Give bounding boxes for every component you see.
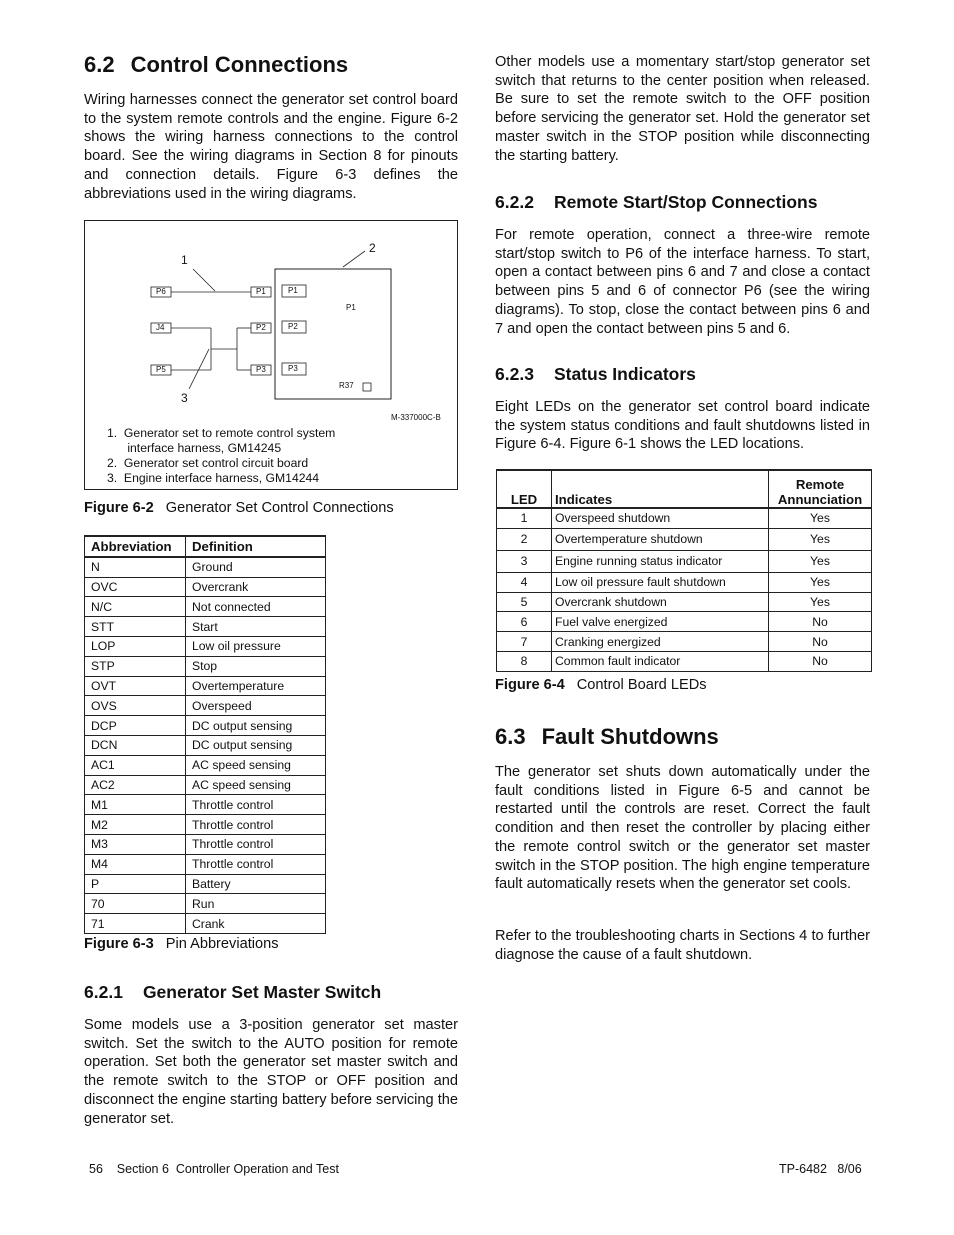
table-row bbox=[85, 755, 326, 775]
pin-abbreviations-table bbox=[84, 535, 326, 934]
section-6-2-3-heading bbox=[495, 364, 696, 385]
section-6-2-heading bbox=[84, 52, 348, 78]
led-number-cell: 1 bbox=[497, 508, 552, 528]
abbreviation-cell: AC2 bbox=[85, 775, 186, 795]
table-row bbox=[85, 676, 326, 696]
section-6-2-2-paragraph: For remote operation, connect a three-wire remote start/stop switch to P6 of the interface harness. To start, open a contact between pins 6 and 7 and close a contact between pins 5 and 6 of connector P6 (see the wiring diagrams). To stop, close the contact between pins 6 and 7 and open the contact between pins 5 and 6. bbox=[495, 227, 870, 337]
col-header-remote-annunciation bbox=[769, 470, 872, 508]
board-label: P1 bbox=[346, 303, 356, 312]
momentary-switch-paragraph: Other models use a momentary start/stop generator set switch that returns to the center position when released. Be sure to set the remote switch to the OFF position before servicing the generator set. Hold the generator set master switch in the STOP position while disconnecting the starting battery. bbox=[495, 54, 870, 164]
caption-label: Figure 6-2 bbox=[84, 500, 154, 516]
section-title: Control Connections bbox=[130, 52, 349, 77]
abbreviation-cell: M1 bbox=[85, 795, 186, 815]
remote-annunciation-cell: No bbox=[769, 651, 872, 671]
section-6-2-1-heading bbox=[84, 982, 381, 1003]
table-row bbox=[497, 508, 872, 528]
board-p1-label: P1 bbox=[288, 286, 298, 295]
plug-p6-label: P6 bbox=[156, 287, 166, 296]
caption-label: Figure 6-3 bbox=[84, 936, 154, 952]
callout-2-label: 2 bbox=[369, 241, 376, 255]
indicates-cell: Overcrank shutdown bbox=[552, 592, 769, 612]
indicates-cell: Overspeed shutdown bbox=[552, 508, 769, 528]
led-number-cell: 5 bbox=[497, 592, 552, 612]
col-header-led: LED bbox=[497, 470, 552, 508]
table-row bbox=[85, 617, 326, 637]
section-number: 6.3 bbox=[495, 724, 526, 749]
table-row bbox=[85, 636, 326, 656]
legend-line: interface harness, GM14245 bbox=[107, 441, 282, 455]
mate-p2-label: P2 bbox=[256, 323, 266, 332]
abbreviation-cell: OVC bbox=[85, 577, 186, 597]
abbreviation-cell: P bbox=[85, 874, 186, 894]
table-row bbox=[85, 577, 326, 597]
table-row bbox=[85, 735, 326, 755]
table-row bbox=[497, 528, 872, 550]
caption-text: Generator Set Control Connections bbox=[165, 500, 394, 516]
table-row bbox=[85, 914, 326, 934]
definition-cell: Low oil pressure bbox=[186, 636, 326, 656]
wiring-diagram-svg bbox=[85, 221, 457, 421]
definition-cell: Crank bbox=[186, 914, 326, 934]
table-row bbox=[85, 696, 326, 716]
table-row bbox=[85, 894, 326, 914]
indicates-cell: Engine running status indicator bbox=[552, 550, 769, 572]
table-row bbox=[497, 612, 872, 632]
remote-annunciation-cell: Yes bbox=[769, 572, 872, 592]
definition-cell: Battery bbox=[186, 874, 326, 894]
led-number-cell: 3 bbox=[497, 550, 552, 572]
section-number: 6.2.2 bbox=[495, 192, 534, 212]
definition-cell: Run bbox=[186, 894, 326, 914]
drawing-number: M-337000C-B bbox=[391, 413, 441, 422]
caption-text: Pin Abbreviations bbox=[165, 936, 279, 952]
table-row bbox=[85, 854, 326, 874]
definition-cell: Overspeed bbox=[186, 696, 326, 716]
table-row bbox=[497, 572, 872, 592]
definition-cell: Throttle control bbox=[186, 795, 326, 815]
definition-cell: Throttle control bbox=[186, 854, 326, 874]
figure-6-4-caption bbox=[495, 677, 707, 693]
abbreviation-cell: M2 bbox=[85, 815, 186, 835]
section-number: 6.2.1 bbox=[84, 982, 123, 1002]
callout-2-leader bbox=[343, 251, 365, 267]
abbreviation-cell: AC1 bbox=[85, 755, 186, 775]
abbreviation-cell: M4 bbox=[85, 854, 186, 874]
definition-cell: Not connected bbox=[186, 597, 326, 617]
definition-cell: Start bbox=[186, 617, 326, 637]
table-row bbox=[85, 795, 326, 815]
abbreviation-cell: OVS bbox=[85, 696, 186, 716]
callout-3-label: 3 bbox=[181, 391, 188, 405]
figure-6-2-diagram bbox=[84, 220, 458, 490]
callout-1-leader bbox=[193, 269, 215, 291]
definition-cell: AC speed sensing bbox=[186, 775, 326, 795]
abbreviation-cell: DCP bbox=[85, 716, 186, 736]
indicates-cell: Cranking energized bbox=[552, 632, 769, 652]
table-row bbox=[497, 632, 872, 652]
table-row bbox=[85, 597, 326, 617]
indicates-cell: Common fault indicator bbox=[552, 651, 769, 671]
abbreviation-cell: N bbox=[85, 557, 186, 577]
abbreviation-cell: 71 bbox=[85, 914, 186, 934]
remote-annunciation-cell: No bbox=[769, 612, 872, 632]
table-header-row bbox=[85, 536, 326, 557]
abbreviation-cell: LOP bbox=[85, 636, 186, 656]
footer-right: TP-6482 8/06 bbox=[779, 1162, 862, 1176]
section-6-3-paragraph-2: Refer to the troubleshooting charts in Sections 4 to further diagnose the cause of a fault shutdown. bbox=[495, 928, 870, 963]
section-6-2-3-paragraph: Eight LEDs on the generator set control board indicate the system status conditions and fault shutdowns listed in Figure 6-4. Figure 6-1 shows the LED locations. bbox=[495, 399, 870, 453]
definition-cell: Throttle control bbox=[186, 815, 326, 835]
definition-cell: DC output sensing bbox=[186, 716, 326, 736]
figure-6-2-caption bbox=[84, 500, 394, 516]
control-board-leds-table bbox=[496, 469, 872, 672]
abbreviation-cell: STT bbox=[85, 617, 186, 637]
header-line: Remote bbox=[795, 477, 845, 492]
led-number-cell: 2 bbox=[497, 528, 552, 550]
section-title: Generator Set Master Switch bbox=[142, 982, 382, 1002]
definition-cell: AC speed sensing bbox=[186, 755, 326, 775]
definition-cell: Stop bbox=[186, 656, 326, 676]
table-row bbox=[85, 557, 326, 577]
board-p2-label: P2 bbox=[288, 322, 298, 331]
section-6-2-2-heading bbox=[495, 192, 817, 213]
figure-6-2-legend bbox=[107, 426, 335, 486]
legend-line: 2. Generator set control circuit board bbox=[107, 456, 309, 470]
indicates-cell: Overtemperature shutdown bbox=[552, 528, 769, 550]
abbreviation-cell: M3 bbox=[85, 834, 186, 854]
col-header-indicates: Indicates bbox=[552, 470, 769, 508]
header-line: Annunciation bbox=[777, 492, 863, 507]
table-row bbox=[85, 834, 326, 854]
board-p3-label: P3 bbox=[288, 364, 298, 373]
led-number-cell: 4 bbox=[497, 572, 552, 592]
section-number: 6.2.3 bbox=[495, 364, 534, 384]
definition-cell: Overcrank bbox=[186, 577, 326, 597]
figure-6-3-caption bbox=[84, 936, 279, 952]
r37-symbol bbox=[363, 383, 371, 391]
caption-label: Figure 6-4 bbox=[495, 677, 565, 693]
section-number: 6.2 bbox=[84, 52, 115, 77]
mate-p3-label: P3 bbox=[256, 365, 266, 374]
section-title: Status Indicators bbox=[553, 364, 696, 384]
table-row bbox=[85, 775, 326, 795]
col-header-abbreviation: Abbreviation bbox=[85, 536, 186, 557]
pin-abbreviations-body bbox=[85, 557, 326, 934]
led-number-cell: 8 bbox=[497, 651, 552, 671]
section-6-3-paragraph-1: The generator set shuts down automatically under the fault conditions listed in Figure 6-5 and cannot be restarted until the controls are reset. Correct the fault condition and then reset the controller by placing either the remote control switch or the generator set master switch in the STOP position. The high engine temperature fault automatically resets when the generator set cools. bbox=[495, 764, 870, 893]
led-number-cell: 6 bbox=[497, 612, 552, 632]
section-title: Remote Start/Stop Connections bbox=[553, 192, 818, 212]
table-row bbox=[85, 874, 326, 894]
callout-1-label: 1 bbox=[181, 253, 188, 267]
table-row bbox=[497, 651, 872, 671]
section-6-3-heading bbox=[495, 724, 719, 750]
plug-p5-label: P5 bbox=[156, 365, 166, 374]
table-row bbox=[85, 716, 326, 736]
legend-line: 1. Generator set to remote control system bbox=[107, 426, 336, 440]
remote-annunciation-cell: Yes bbox=[769, 508, 872, 528]
r37-label: R37 bbox=[339, 381, 354, 390]
control-board-leds-body bbox=[497, 508, 872, 671]
led-number-cell: 7 bbox=[497, 632, 552, 652]
abbreviation-cell: N/C bbox=[85, 597, 186, 617]
col-header-definition: Definition bbox=[186, 536, 326, 557]
remote-annunciation-cell: Yes bbox=[769, 592, 872, 612]
abbreviation-cell: DCN bbox=[85, 735, 186, 755]
table-row bbox=[85, 656, 326, 676]
abbreviation-cell: 70 bbox=[85, 894, 186, 914]
abbreviation-cell: STP bbox=[85, 656, 186, 676]
caption-text: Control Board LEDs bbox=[576, 677, 707, 693]
indicates-cell: Low oil pressure fault shutdown bbox=[552, 572, 769, 592]
definition-cell: Ground bbox=[186, 557, 326, 577]
section-6-2-1-paragraph: Some models use a 3-position generator set master switch. Set the switch to the AUTO position for remote operation. Set both the generator set master switch and the remote switch to the STOP or OFF position and disconnect the engine starting battery before servicing the generator set. bbox=[84, 1017, 458, 1127]
section-6-2-paragraph: Wiring harnesses connect the generator set control board to the system remote controls and the engine. Figure 6-2 shows the wiring harness connections to the control board. See the wiring diagrams in Section 8 for pinouts and connection details. Figure 6-3 defines the abbreviations used in the wiring diagrams. bbox=[84, 92, 458, 202]
callout-3-leader bbox=[189, 349, 209, 389]
section-title: Fault Shutdowns bbox=[541, 724, 719, 749]
table-row bbox=[85, 815, 326, 835]
abbreviation-cell: OVT bbox=[85, 676, 186, 696]
plug-j4-label: J4 bbox=[156, 323, 165, 332]
table-row bbox=[497, 592, 872, 612]
table-header-row bbox=[497, 470, 872, 508]
remote-annunciation-cell: No bbox=[769, 632, 872, 652]
footer-left: 56 Section 6 Controller Operation and Test bbox=[89, 1162, 339, 1176]
table-row bbox=[497, 550, 872, 572]
definition-cell: Overtemperature bbox=[186, 676, 326, 696]
remote-annunciation-cell: Yes bbox=[769, 528, 872, 550]
legend-line: 3. Engine interface harness, GM14244 bbox=[107, 471, 320, 485]
indicates-cell: Fuel valve energized bbox=[552, 612, 769, 632]
remote-annunciation-cell: Yes bbox=[769, 550, 872, 572]
definition-cell: DC output sensing bbox=[186, 735, 326, 755]
definition-cell: Throttle control bbox=[186, 834, 326, 854]
mate-p1-label: P1 bbox=[256, 287, 266, 296]
